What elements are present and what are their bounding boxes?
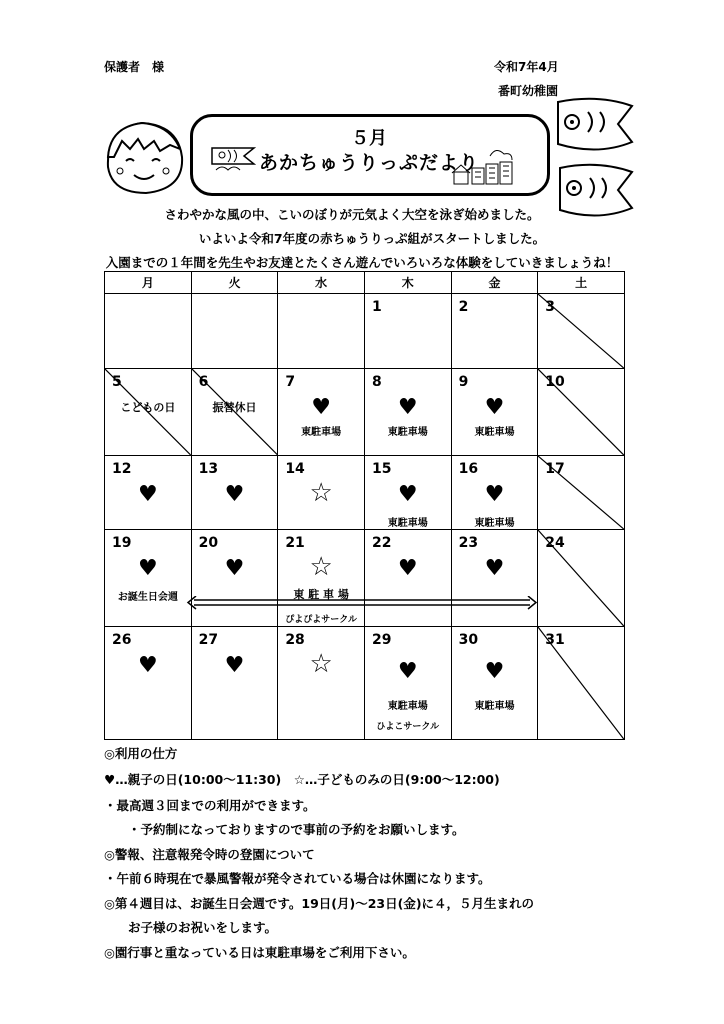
day-number: 13 [198, 461, 219, 477]
usage-limit: ・最高週３回までの利用ができます。 [104, 798, 316, 813]
heart-icon: ♥ [484, 556, 505, 581]
calendar-cell [451, 294, 538, 369]
weekday-header-row [105, 272, 625, 294]
day-number: 5 [112, 374, 122, 390]
birthday-celebration-note: お子様のお祝いをします。 [128, 920, 278, 935]
calendar-cell [364, 627, 451, 740]
calendar-cell [278, 456, 365, 530]
weekday-fri: 金 [451, 272, 538, 294]
day-number: 10 [545, 374, 565, 390]
weekday-thu: 木 [364, 272, 451, 294]
circle-note: ひよこサークル [376, 722, 440, 732]
parking-note: 東駐車場 [474, 518, 515, 529]
day-number: 15 [371, 461, 392, 477]
heart-icon: ♥ [397, 659, 418, 684]
heart-icon: ♥ [224, 653, 245, 678]
birthday-week-note: お誕生日会週 [117, 592, 178, 603]
legend-line: ♥…親子の日(10:00～11:30) ☆…子どものみの日(9:00～12:00) [104, 772, 500, 787]
day-number: 12 [112, 461, 132, 477]
heart-icon: ♥ [137, 653, 158, 678]
parking-instruction: ◎園行事と重なっている日は東駐車場をご利用下さい。 [104, 945, 415, 960]
calendar-cell [278, 627, 365, 740]
intro-line-1: さわやかな風の中、こいのぼりが元気よく大空を泳ぎ始めました。 [164, 207, 540, 222]
day-number: 17 [545, 461, 565, 477]
day-number: 7 [285, 374, 296, 390]
birthday-week-arrow [186, 596, 538, 610]
day-number: 8 [371, 374, 382, 390]
calendar-cell [278, 369, 365, 456]
day-number: 28 [285, 632, 305, 648]
parking-note: 東駐車場 [474, 701, 515, 712]
star-icon: ☆ [309, 478, 333, 508]
weekday-wed: 水 [278, 272, 365, 294]
day-number: 27 [198, 632, 219, 648]
weekday-sat: 土 [538, 272, 625, 294]
intro-line-2: いよいよ令和7年度の赤ちゅうりっぷ組がスタートしました。 [198, 231, 546, 246]
calendar-week-5 [105, 627, 625, 740]
calendar-cell [278, 530, 365, 627]
star-icon: ☆ [309, 552, 333, 582]
day-number: 14 [285, 461, 305, 477]
day-number: 2 [458, 299, 469, 315]
calendar-cell [191, 530, 278, 627]
day-number: 22 [371, 535, 392, 551]
calendar-cell [105, 627, 192, 740]
calendar-cell-closed [191, 369, 278, 456]
intro-line-3: 入園までの１年間を先生やお友達とたくさん遊んでいろいろな体験をしていきましょうね！ [105, 255, 619, 270]
calendar-table [104, 271, 625, 740]
calendar-cell-empty [278, 294, 365, 369]
calendar-cell [364, 294, 451, 369]
calendar-cell [191, 627, 278, 740]
calendar-cell [364, 530, 451, 627]
parking-note: 東駐車場 [387, 427, 428, 438]
day-number: 21 [285, 535, 305, 551]
birthday-week-note: ◎第４週目は、お誕生日会週です。19日(月)～23日(金)に４，５月生まれの [104, 896, 535, 911]
day-number: 31 [545, 632, 565, 648]
calendar-cell [191, 456, 278, 530]
day-number: 9 [458, 374, 469, 390]
heart-icon: ♥ [397, 482, 418, 507]
calendar-week-3 [105, 456, 625, 530]
heart-icon: ♥ [484, 395, 505, 420]
calendar-cell [451, 369, 538, 456]
school-name: 番町幼稚園 [498, 84, 559, 98]
heart-icon: ♥ [484, 659, 505, 684]
parking-note: 東駐車場 [387, 701, 428, 712]
boy-face-illustration [100, 117, 192, 197]
calendar-cell-closed [538, 369, 625, 456]
day-number: 23 [458, 535, 479, 551]
calendar-cell [364, 369, 451, 456]
calendar-cell [105, 530, 192, 627]
calendar-cell [451, 456, 538, 530]
day-number: 24 [545, 535, 565, 551]
day-number: 26 [112, 632, 132, 648]
circle-note: ぴよぴよサークル [285, 615, 357, 625]
heart-icon: ♥ [484, 482, 505, 507]
reservation-note: ・予約制になっておりますので事前の予約をお願いします。 [128, 822, 465, 837]
heart-icon: ♥ [137, 482, 158, 507]
day-number: 20 [198, 535, 219, 551]
calendar-cell-closed [105, 369, 192, 456]
calendar-cell-closed [538, 530, 625, 627]
day-number: 6 [198, 374, 209, 390]
day-number: 3 [545, 299, 556, 315]
storm-warning-note: ・午前６時現在で暴風警報が発令されている場合は休園になります。 [104, 871, 491, 886]
parking-note: 東駐車場 [474, 427, 515, 438]
warning-heading: ◎警報、注意報発令時の登園について [104, 847, 315, 862]
holiday-note: こどもの日 [120, 401, 176, 414]
heart-icon: ♥ [397, 556, 418, 581]
calendar-cell-empty [191, 294, 278, 369]
day-number: 1 [371, 299, 382, 315]
weekday-tue: 火 [191, 272, 278, 294]
calendar-week-2 [105, 369, 625, 456]
addressee: 保護者 様 [104, 60, 165, 74]
issue-date: 令和7年4月 [494, 60, 559, 74]
calendar-cell [451, 530, 538, 627]
parking-note: 東 駐 車 場 [293, 588, 349, 601]
parking-note: 東駐車場 [387, 518, 428, 529]
heart-icon: ♥ [224, 482, 245, 507]
star-icon: ☆ [309, 649, 333, 679]
usage-heading: ◎利用の仕方 [104, 746, 178, 761]
holiday-note: 振替休日 [212, 401, 257, 414]
day-number: 16 [458, 461, 479, 477]
day-number: 29 [371, 632, 392, 648]
day-number: 19 [112, 535, 132, 551]
calendar-cell [364, 456, 451, 530]
calendar-cell-closed [538, 456, 625, 530]
calendar-cell [105, 456, 192, 530]
heart-icon: ♥ [311, 395, 331, 420]
calendar-cell-closed [538, 627, 625, 740]
calendar-cell-closed [538, 294, 625, 369]
heart-icon: ♥ [137, 556, 158, 581]
parking-note: 東駐車場 [301, 427, 342, 438]
heart-icon: ♥ [397, 395, 418, 420]
weekday-mon: 月 [105, 272, 192, 294]
calendar-cell [451, 627, 538, 740]
calendar-cell-empty [105, 294, 192, 369]
calendar-week-4 [105, 530, 625, 627]
day-number: 30 [458, 632, 479, 648]
calendar-week-1 [105, 294, 625, 369]
newsletter-title: あかちゅうりっぷだより [258, 152, 479, 174]
heart-icon: ♥ [224, 556, 245, 581]
title-month: ５月 [351, 128, 387, 149]
